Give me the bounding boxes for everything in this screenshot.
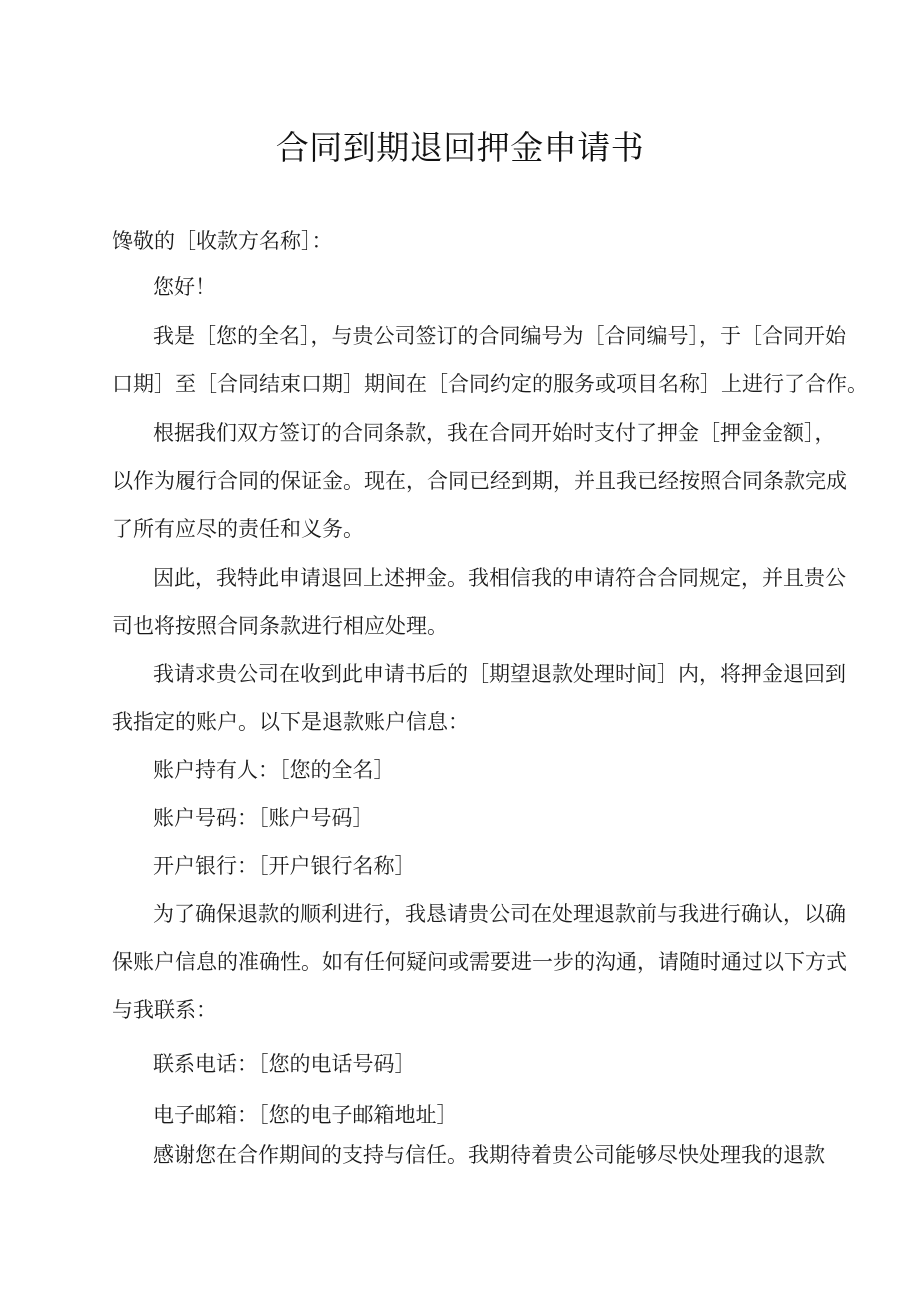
paragraph-4-line-2: 我指定的账户。以下是退款账户信息： bbox=[112, 710, 469, 734]
salutation: 馋敬的［收款方名称］： bbox=[112, 229, 333, 253]
greeting: 您好！ bbox=[153, 275, 216, 299]
contact-email: 电子邮箱：［您的电子邮箱地址］ bbox=[153, 1103, 458, 1127]
paragraph-5-line-3: 与我联系： bbox=[112, 998, 217, 1022]
paragraph-5-line-1: 为了确保退款的顺利进行，我恳请贵公司在处理退款前与我进行确认，以确 bbox=[153, 902, 846, 926]
account-number: 账户号码：［账户号码］ bbox=[153, 806, 374, 830]
contact-phone: 联系电话：［您的电话号码］ bbox=[153, 1052, 416, 1076]
paragraph-2-line-2: 以作为履行合同的保证金。现在，合同已经到期，并且我已经按照合同条款完成 bbox=[112, 469, 847, 493]
paragraph-3-line-2: 司也将按照合同条款进行相应处理。 bbox=[112, 614, 448, 638]
paragraph-3-line-1: 因此，我特此申请退回上述押金。我相信我的申请符合合同规定，并且贵公 bbox=[153, 566, 846, 590]
paragraph-2-line-1: 根据我们双方签订的合同条款，我在合同开始时支付了押金［押金金额］， bbox=[153, 421, 836, 445]
paragraph-1-line-2: 口期］至［合同结束口期］期间在［合同约定的服务或项目名称］上进行了合作。 bbox=[112, 372, 868, 396]
paragraph-5-line-2: 保账户信息的准确性。如有任何疑问或需要进一步的沟通，请随时通过以下方式 bbox=[112, 950, 847, 974]
paragraph-4-line-1: 我请求贵公司在收到此申请书后的［期望退款处理时间］内，将押金退回到 bbox=[153, 662, 846, 686]
paragraph-2-line-3: 了所有应尽的责任和义务。 bbox=[112, 517, 364, 541]
account-holder: 账户持有人：［您的全名］ bbox=[153, 758, 395, 782]
document-title: 合同到期退回押金申请书 bbox=[275, 128, 645, 167]
closing-line: 感谢您在合作期间的支持与信任。我期待着贵公司能够尽快处理我的退款 bbox=[153, 1143, 825, 1167]
paragraph-1-line-1: 我是［您的全名］，与贵公司签订的合同编号为［合同编号］，于［合同开始 bbox=[153, 324, 846, 348]
bank-name: 开户银行：［开户银行名称］ bbox=[153, 854, 416, 878]
